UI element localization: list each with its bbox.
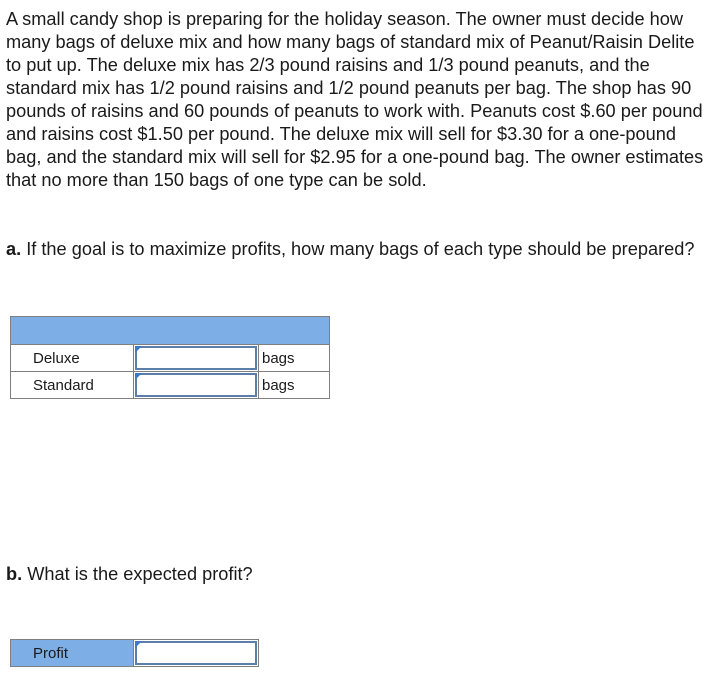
input-marker-icon: [135, 373, 142, 380]
row-label-profit: Profit: [11, 640, 134, 667]
row-label-deluxe: Deluxe: [11, 345, 134, 372]
answer-table-b: [10, 639, 259, 667]
profit-input[interactable]: [135, 641, 257, 665]
table-row-standard: [11, 372, 330, 399]
table-row-deluxe: [11, 345, 330, 372]
standard-bags-input[interactable]: [135, 373, 257, 397]
problem-statement: A small candy shop is preparing for the holiday season. The owner must decide how many bags of deluxe mix and how many bags of standard mix of Peanut/Raisin Delite to put up. The deluxe mix has 2/3 pound raisins and 1/3 pound peanuts, and the standard mix has 1/2 pound raisins and 1/2 pound peanuts per bag. The shop has 90 pounds of raisins and 60 pounds of peanuts to work with. Peanuts cost $.60 per pound and raisins cost $1.50 per pound. The deluxe mix will sell for $3.30 for a one-pound bag, and the standard mix will sell for $2.95 for a one-pound bag. The owner estimates that no more than 150 bags of one type can be sold.: [6, 9, 704, 190]
question-b-letter: b.: [6, 564, 23, 584]
input-marker-icon: [135, 346, 142, 353]
question-a-letter: a.: [6, 239, 22, 259]
table-row-profit: [11, 640, 259, 667]
question-a: [6, 238, 711, 261]
question-b-text: What is the expected profit?: [22, 564, 253, 584]
answer-table-a: [10, 316, 330, 399]
profit-input-cell: [134, 640, 259, 667]
answer-table-header-cell: [11, 317, 330, 345]
question-a-text: If the goal is to maximize profits, how many bags of each type should be prepared?: [21, 239, 695, 259]
deluxe-input-cell: [134, 345, 259, 372]
row-label-standard: Standard: [11, 372, 134, 399]
deluxe-bags-input[interactable]: [135, 346, 257, 370]
answer-table-header: [11, 317, 330, 345]
input-marker-icon: [135, 641, 142, 648]
question-b: [6, 563, 253, 586]
unit-standard: bags: [259, 372, 330, 399]
unit-deluxe: bags: [259, 345, 330, 372]
standard-input-cell: [134, 372, 259, 399]
